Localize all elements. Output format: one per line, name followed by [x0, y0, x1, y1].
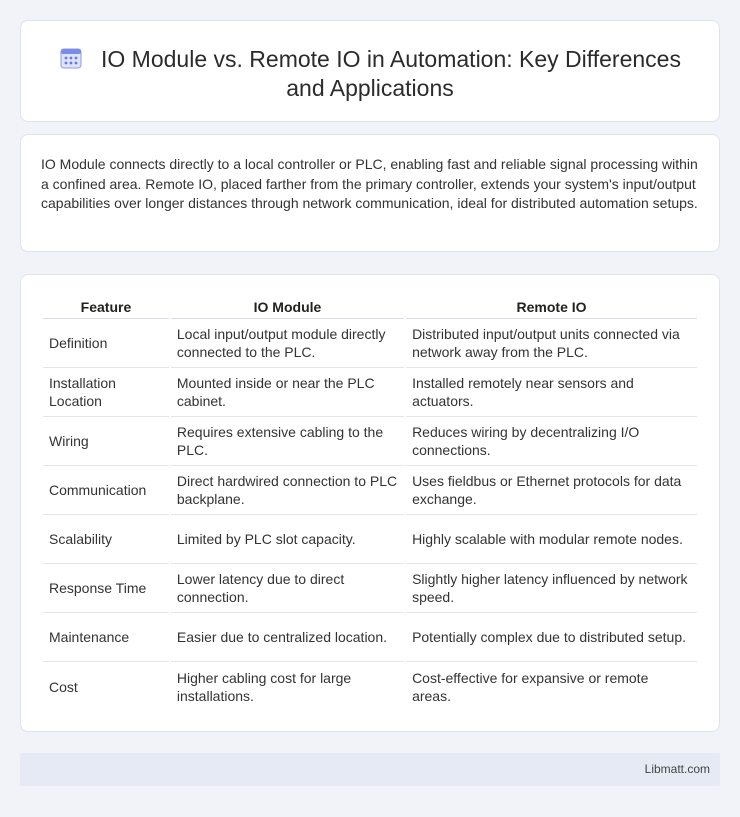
remote-io-cell: Potentially complex due to distributed setup.	[406, 613, 697, 662]
remote-io-cell: Slightly higher latency influenced by network speed.	[406, 564, 697, 613]
feature-cell: Communication	[43, 466, 169, 515]
intro-paragraph: IO Module connects directly to a local controller or PLC, enabling fast and reliable signal processing within a confined area. Remote IO, placed farther from the primary controller, extends your system's input/output capabilities over longer distances through network communication, ideal for distributed automation setups.	[41, 156, 698, 211]
title-card	[20, 20, 720, 122]
io-module-cell: Requires extensive cabling to the PLC.	[171, 417, 404, 466]
feature-cell: Wiring	[43, 417, 169, 466]
comparison-card	[20, 274, 720, 732]
table-row	[43, 515, 697, 564]
feature-cell: Maintenance	[43, 613, 169, 662]
io-module-cell: Mounted inside or near the PLC cabinet.	[171, 368, 404, 417]
remote-io-cell: Reduces wiring by decentralizing I/O connections.	[406, 417, 697, 466]
header-feature: Feature	[43, 295, 169, 319]
table-row	[43, 417, 697, 466]
table-row	[43, 368, 697, 417]
feature-cell: Response Time	[43, 564, 169, 613]
io-module-cell: Easier due to centralized location.	[171, 613, 404, 662]
table-row	[43, 613, 697, 662]
remote-io-cell: Uses fieldbus or Ethernet protocols for data exchange.	[406, 466, 697, 515]
table-row	[43, 319, 697, 368]
io-module-cell: Local input/output module directly connected to the PLC.	[171, 319, 404, 368]
intro-card	[20, 134, 720, 252]
remote-io-cell: Distributed input/output units connected via network away from the PLC.	[406, 319, 697, 368]
io-module-cell: Lower latency due to direct connection.	[171, 564, 404, 613]
remote-io-cell: Installed remotely near sensors and actuators.	[406, 368, 697, 417]
feature-cell: Scalability	[43, 515, 169, 564]
feature-cell: Cost	[49, 678, 78, 695]
page-title-wrap	[41, 45, 699, 103]
page-title: IO Module vs. Remote IO in Automation: Key Differences and Applications	[101, 46, 681, 101]
io-module-cell: Limited by PLC slot capacity.	[171, 515, 404, 564]
footer-bar	[20, 753, 720, 786]
feature-cell: Installation Location	[43, 368, 169, 417]
calendar-grid-icon	[59, 46, 83, 70]
io-module-cell: Higher cabling cost for large installations.	[176, 669, 352, 704]
feature-cell: Definition	[43, 319, 169, 368]
table-row	[43, 564, 697, 613]
footer-brand-link[interactable]: Libmatt.com	[644, 762, 710, 776]
io-module-cell: Direct hardwired connection to PLC backplane.	[171, 466, 404, 515]
remote-io-cell: Highly scalable with modular remote nodes.	[406, 515, 697, 564]
table-row	[43, 662, 697, 711]
comparison-table	[41, 295, 699, 711]
header-remote-io: Remote IO	[406, 295, 697, 319]
table-row	[43, 466, 697, 515]
table-header-row	[43, 295, 697, 319]
remote-io-cell: Cost-effective for expansive or remote areas.	[412, 669, 649, 704]
header-io-module: IO Module	[171, 295, 404, 319]
